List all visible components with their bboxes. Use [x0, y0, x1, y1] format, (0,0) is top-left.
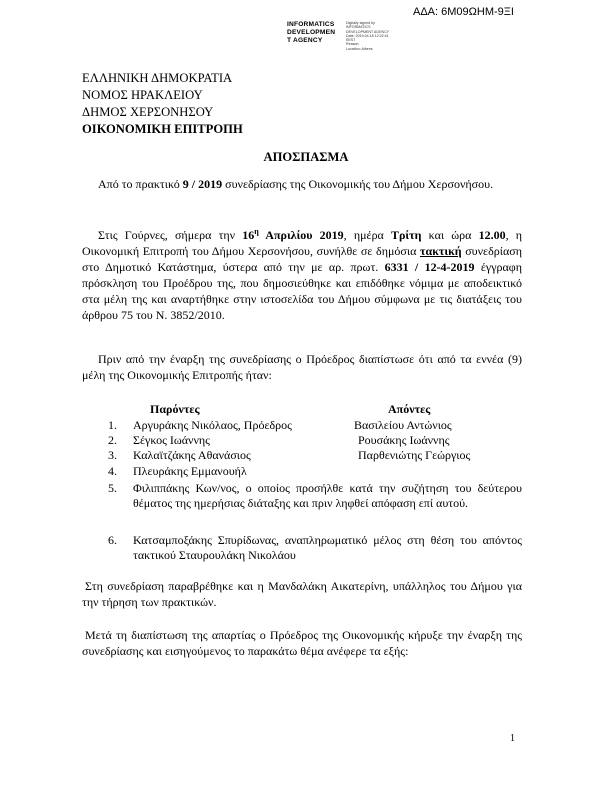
p2-text: Στις Γούρνες, σήμερα την [98, 228, 243, 242]
paragraph-intro [82, 176, 522, 192]
stamp-line: Reason: [346, 42, 360, 47]
p1-text: Από το πρακτικό [98, 177, 183, 191]
absent-header: Απόντες [388, 402, 431, 416]
informatics-logo [287, 21, 335, 45]
p3-text: Πριν από την έναρξη της συνεδρίασης ο Πρόεδρος διαπίστωσε ότι από τα εννέα (9) μέλη της Οικονομικής Επιτροπής ήταν: [82, 352, 522, 382]
header-prefecture: ΝΟΜΟΣ ΗΡΑΚΛΕΙΟΥ [82, 88, 203, 102]
stamp-line: Location: Athens [346, 46, 373, 51]
meeting-month: Απριλίου 2019 [258, 228, 344, 242]
attendance-item-6 [108, 533, 522, 563]
p4-text: Στη συνεδρίαση παραβρέθηκε και η Μανδαλάκη Αικατερίνη, υπάλληλος του Δήμου για την τήρηση των πρακτικών. [82, 579, 522, 609]
logo-line: INFORMATICS [287, 21, 335, 28]
page-number: 1 [510, 733, 515, 744]
row-number: 6. [108, 533, 117, 547]
day-suffix: η [254, 227, 259, 236]
absent-member: Ρουσάκης Ιωάννης [358, 433, 450, 447]
meeting-day: 16 [242, 228, 255, 242]
present-member: Αργυράκης Νικόλαος, Πρόεδρος [133, 418, 292, 432]
paragraph-meeting [82, 224, 522, 323]
p2-text: , η Οικονομική Επιτροπή του Δήμου Χερσονήσου, συνήλθε σε δημόσια [82, 228, 522, 258]
header-republic: ΕΛΛΗΝΙΚΗ ΔΗΜΟΚΡΑΤΙΑ [82, 71, 233, 85]
substitute-member-note: Κατσαμποξάκης Σπυρίδωνας, αναπληρωματικό μέλος στη θέση του απόντος τακτικού Σταυρουλάκη Νικολάου [133, 533, 522, 562]
logo-line: DEVELOPMEN [287, 29, 336, 36]
paragraph-quorum [82, 351, 522, 383]
attendance-row [108, 448, 528, 463]
header-committee: ΟΙΚΟΝΟΜΙΚΗ ΕΠΙΤΡΟΠΗ [82, 122, 243, 136]
row-number: 2. [108, 433, 117, 447]
stamp-line: DEVELOPMENT AGENCY [346, 29, 390, 34]
p2-text: συνεδρίαση στο Δημοτικό Κατάστημα, ύστερα από την με αρ. πρωτ. [82, 244, 522, 274]
present-member: Σέγκος Ιωάννης [133, 433, 210, 447]
document-title: ΑΠΟΣΠΑΣΜΑ [263, 150, 349, 164]
attendance-item-5 [108, 481, 522, 511]
present-header: Παρόντες [150, 402, 200, 416]
attendance-row [108, 464, 528, 479]
absent-member: Παρθενιώτης Γεώργιος [358, 448, 471, 462]
attendance-row [108, 418, 528, 433]
present-member: Καλαϊτζάκης Αθανάσιος [133, 448, 251, 462]
attendance-row [108, 433, 528, 448]
row-number: 3. [108, 448, 117, 462]
stamp-line: Digitally signed by [346, 21, 375, 25]
row-number: 5. [108, 481, 117, 495]
meeting-time: 12.00 [478, 228, 506, 242]
meeting-weekday: Τρίτη [391, 228, 422, 242]
paragraph-opening [82, 627, 522, 659]
p5-text: Μετά τη διαπίστωση της απαρτίας ο Πρόεδρος της Οικονομικής κήρυξε την έναρξη της συνεδρίασης και εισηγούμενος το παρακάτω θέμα ανέφερε τα εξής: [82, 628, 522, 658]
minutes-number: 9 / 2019 [182, 177, 223, 191]
p2-text: έγγραφη πρόσκληση του Προέδρου της, που δημοσιεύθηκε και επιδόθηκε νόμιμα με αποδεικτικό στα μέλη της και αναρτήθηκε στην ιστοσελίδα του Δήμου σύμφωνα με τις διατάξεις του άρθρου 75 του Ν. 3852/2010. [82, 260, 523, 322]
absent-member: Βασιλείου Αντώνιος [354, 418, 452, 432]
meeting-type: τακτική [419, 244, 462, 258]
header-municipality: ΔΗΜΟΣ ΧΕΡΣΟΝΗΣΟΥ [82, 105, 214, 119]
ada-code: ΑΔΑ: 6Μ09ΩΗΜ-9ΞΙ [413, 6, 514, 18]
present-member: Πλευράκης Εμμανουήλ [133, 464, 247, 478]
p1-text: συνεδρίασης της Οικονομικής του Δήμου Χερσονήσου. [222, 177, 494, 191]
row-number: 4. [108, 464, 117, 478]
present-member-note: Φιλιππάκης Κων/νος, ο οποίος προσήλθε κατά την συζήτηση του δεύτερου θέματος της ημερήσιας διάταξης και πριν ληφθεί απόφαση επί αυτού. [133, 481, 522, 510]
protocol-number: 6331 / 12-4-2019 [384, 260, 475, 274]
stamp-line: Date: 2019.04.18 12:22:41 [346, 33, 389, 38]
row-number: 1. [108, 418, 117, 432]
stamp-line: EEST [346, 38, 356, 43]
p2-text: και ώρα [421, 228, 479, 242]
paragraph-secretary [82, 578, 522, 610]
digital-signature-stamp [346, 21, 404, 57]
logo-line: T AGENCY [287, 37, 323, 44]
stamp-line: INFORMATICS [346, 25, 371, 30]
p2-text: , ημέρα [343, 228, 391, 242]
